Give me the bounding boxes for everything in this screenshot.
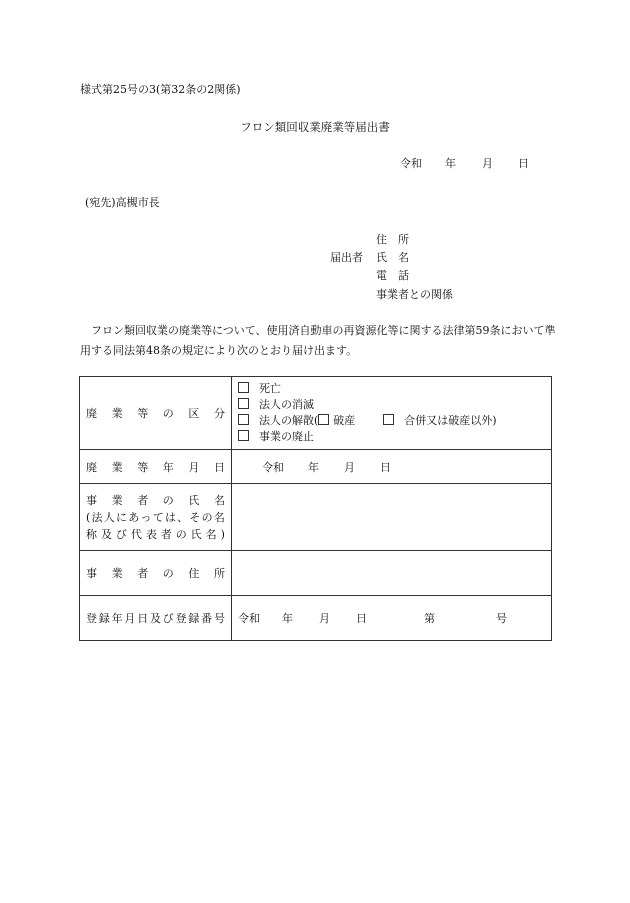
document-title: フロン類回収業廃業等届出書 (240, 120, 390, 134)
checkbox-icon[interactable] (238, 382, 249, 393)
operator-address-label: 事 業 者 の 住 所 (80, 551, 232, 596)
table-row (80, 596, 552, 641)
registration-value[interactable]: 令和 年 月 日 第 号 (232, 596, 552, 641)
checkbox-icon[interactable] (383, 414, 394, 425)
checkbox-icon[interactable] (238, 398, 249, 409)
date-month: 月 (482, 157, 493, 170)
notifier-address-label: 住 所 (376, 233, 409, 246)
notifier-name-label: 氏 名 (376, 251, 409, 264)
table-row (80, 450, 552, 484)
category-label-text: 廃 業 等 の 区 分 (86, 407, 225, 420)
option-corporate-extinction[interactable]: 法人の消滅 (238, 397, 551, 413)
operator-address-value[interactable] (232, 551, 552, 596)
notifier-phone-label: 電 話 (376, 269, 409, 282)
form-number: 様式第25号の3(第32条の2関係) (80, 83, 241, 96)
operator-name-label: 事 業 者 の 氏 名 ( 法 人 に あ っ て は 、 そ の 名 称 及 び 代 表 者 の 氏 名 ) (80, 484, 232, 551)
checkbox-icon[interactable] (238, 414, 249, 425)
table-row (80, 484, 552, 551)
date-year: 年 (445, 157, 456, 170)
checkbox-icon[interactable] (238, 430, 249, 441)
addressee: (宛先)高槻市長 (85, 196, 160, 209)
option-discontinue[interactable]: 事業の廃止 (238, 429, 551, 445)
notifier-relation-label: 事業者との関係 (376, 288, 453, 301)
table-row (80, 551, 552, 596)
closure-date-label: 廃 業 等 年 月 日 (80, 450, 232, 484)
notification-table (79, 376, 552, 641)
option-corporate-dissolution[interactable]: 法人の解散( 破産 合併又は破産以外) (238, 413, 551, 429)
submission-date (400, 155, 529, 171)
registration-label: 登 録 年 月 日 及 び 登 録 番 号 (80, 596, 232, 641)
checkbox-icon[interactable] (318, 414, 329, 425)
notifier-label: 届出者 (330, 251, 363, 264)
category-options (232, 377, 552, 450)
operator-name-value[interactable] (232, 484, 552, 551)
option-death[interactable]: 死亡 (238, 381, 551, 397)
category-label (80, 377, 232, 450)
date-day: 日 (518, 157, 529, 170)
closure-date-value[interactable]: 令和 年 月 日 (232, 450, 552, 484)
date-era: 令和 (400, 157, 422, 170)
table-row (80, 377, 552, 450)
body-text: フロン類回収業の廃業等について、使用済自動車の再資源化等に関する法律第59条において準用する同法第48条の規定により次のとおり届け出ます。 (80, 324, 556, 357)
